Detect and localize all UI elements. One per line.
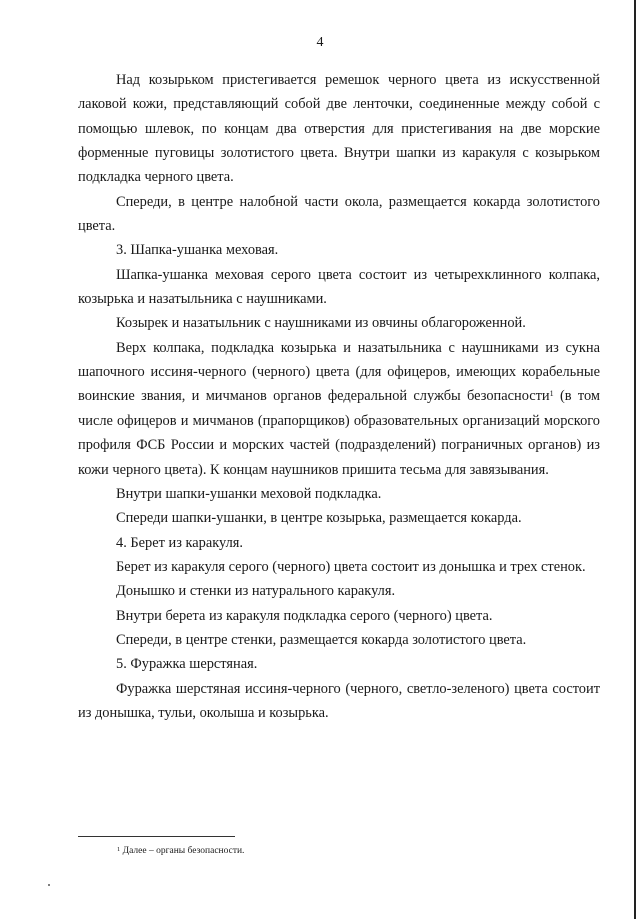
body-text xyxy=(78,68,600,725)
paragraph: Берет из каракуля серого (черного) цвета состоит из донышка и трех стенок. xyxy=(116,558,586,575)
paragraph: Спереди, в центре стенки, размещается кокарда золотистого цвета. xyxy=(116,631,527,648)
paragraph-text: (в том числе офицеров и мичманов (прапорщиков) образовательных организаций морского профиля ФСБ России и морских частей (подразделений) пограничных органов) из кожи черного цвета). К концам наушников пришита тесьма для завязывания. xyxy=(78,388,600,478)
page-number: 4 xyxy=(316,35,324,50)
paragraph-with-footnote xyxy=(78,336,600,482)
paragraph-heading: 5. Фуражка шерстяная. xyxy=(116,656,258,673)
footnote xyxy=(117,846,244,856)
paragraph: Над козырьком пристегивается ремешок черного цвета из искусственной лаковой кожи, представляющий собой две ленточки, соединенные между собой с помощью шлевок, по концам два отверстия для пристегивания на две морские форменные пуговицы золотистого цвета. Внутри шапки из каракуля с козырьком подкладка черного цвета. xyxy=(78,72,600,186)
paragraph-text: Верх колпака, подкладка козырька и назатыльника с наушниками из сукна шапочного иссиня-черного (черного) цвета (для офицеров, имеющих корабельные воинские звания, и мичманов органов федеральной службы безопасности xyxy=(78,339,600,405)
paragraph: Фуражка шерстяная иссиня-черного (черного, светло-зеленого) цвета состоит из донышка, тульи, околыша и козырька. xyxy=(78,680,600,721)
paragraph: Козырек и назатыльник с наушниками из овчины облагороженной. xyxy=(116,315,526,332)
paragraph: Внутри шапки-ушанки меховой подкладка. xyxy=(116,485,382,502)
paragraph: Шапка-ушанка меховая серого цвета состоит из четырехклинного колпака, козырька и назатыльника с наушниками. xyxy=(78,266,600,308)
paragraph: Донышко и стенки из натурального каракуля. xyxy=(116,583,396,600)
paragraph-heading: 4. Берет из каракуля. xyxy=(116,534,243,551)
footnote-marker: 1 xyxy=(117,846,121,853)
footnote-text: Далее – органы безопасности. xyxy=(120,846,245,856)
scan-speck xyxy=(48,884,50,886)
footnote-divider xyxy=(78,836,235,837)
paragraph: Спереди, в центре налобной части окола, размещается кокарда золотистого цвета. xyxy=(78,193,600,235)
footnote-marker: 1 xyxy=(549,389,554,399)
paragraph: Внутри берета из каракуля подкладка серого (черного) цвета. xyxy=(116,607,493,624)
paragraph-heading: 3. Шапка-ушанка меховая. xyxy=(116,242,279,259)
paragraph: Спереди шапки-ушанки, в центре козырька, размещается кокарда. xyxy=(116,510,522,527)
